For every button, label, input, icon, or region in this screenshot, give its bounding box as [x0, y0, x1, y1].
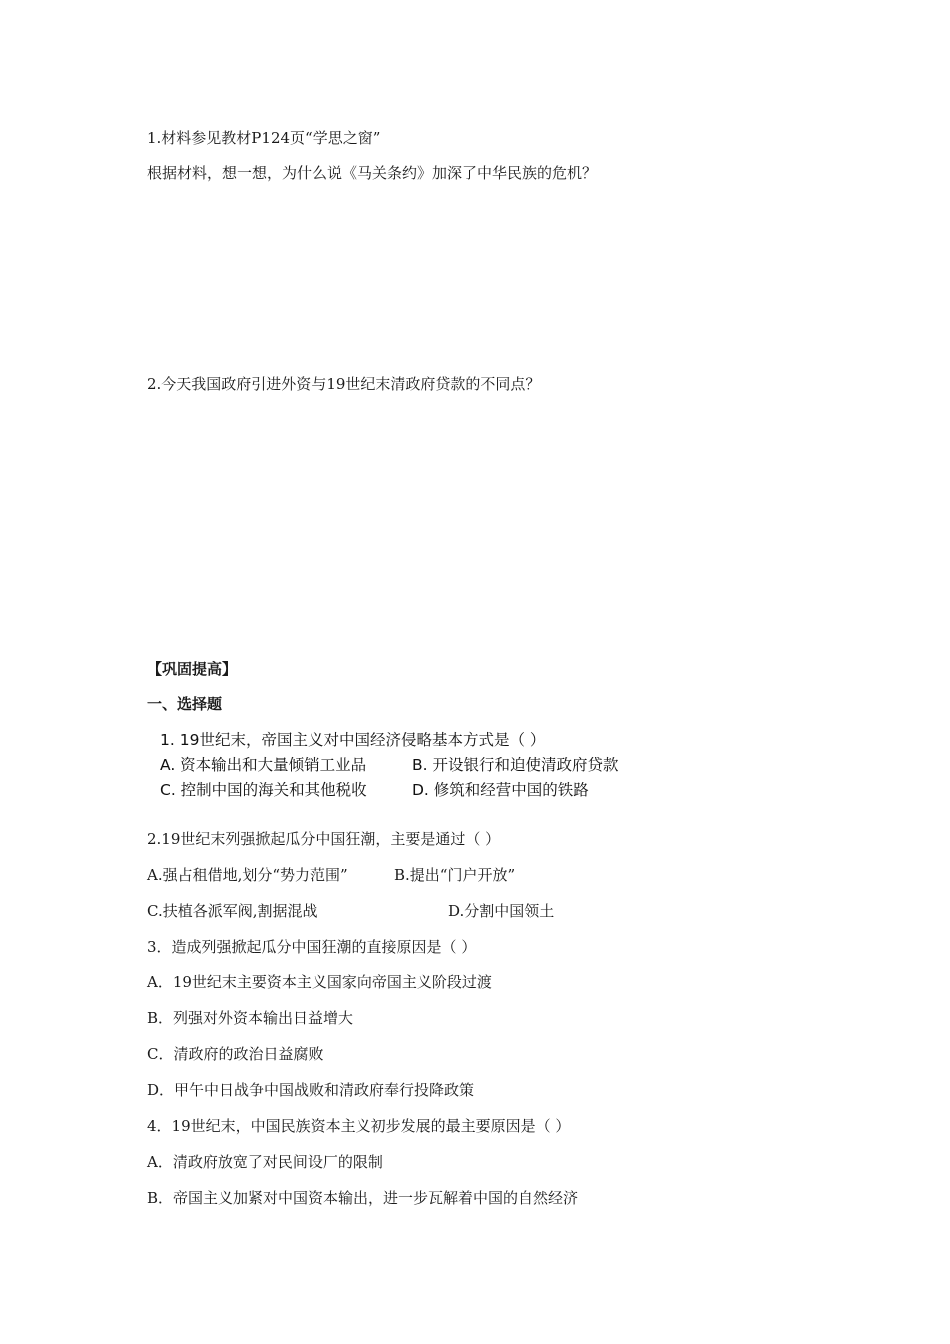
question-1-prompt: 根据材料，想一想，为什么说《马关条约》加深了中华民族的危机？ — [147, 164, 598, 182]
mc-question-2-option-d: D.分割中国领土 — [448, 902, 555, 920]
mc-question-3-option-c: C．清政府的政治日益腐败 — [147, 1045, 324, 1063]
mc-question-4-stem: 4．19世纪末，中国民族资本主义初步发展的最主要原因是（ ） — [147, 1117, 571, 1135]
mc-question-3-option-a: A．19世纪末主要资本主义国家向帝国主义阶段过渡 — [147, 973, 492, 991]
mc-question-3-stem: 3．造成列强掀起瓜分中国狂潮的直接原因是（ ） — [147, 938, 477, 956]
mc-question-1-option-a: A. 资本输出和大量倾销工业品 — [160, 756, 367, 774]
question-1-title: 1.材料参见教材P124页“学思之窗” — [147, 129, 381, 147]
mc-question-3-option-d: D．甲午中日战争中国战败和清政府奉行投降政策 — [147, 1081, 475, 1099]
mc-question-2-option-b: B.提出“门户开放” — [394, 866, 516, 884]
section-subheading-choice: 一、选择题 — [147, 695, 223, 713]
mc-question-4-option-a: A．清政府放宽了对民间设厂的限制 — [147, 1153, 383, 1171]
mc-question-4-option-b: B．帝国主义加紧对中国资本输出，进一步瓦解着中国的自然经济 — [147, 1189, 579, 1207]
question-2-prompt: 2.今天我国政府引进外资与19世纪末清政府贷款的不同点？ — [147, 375, 541, 393]
mc-question-1-option-c: C. 控制中国的海关和其他税收 — [160, 781, 367, 799]
section-heading-consolidate: 【巩固提高】 — [147, 660, 238, 678]
mc-question-2-option-a: A.强占租借地,划分“势力范围” — [147, 866, 348, 884]
mc-question-1-stem: 1. 19世纪末，帝国主义对中国经济侵略基本方式是（ ） — [160, 731, 546, 749]
mc-question-1-option-b: B. 开设银行和迫使清政府贷款 — [412, 756, 619, 774]
mc-question-2-option-c: C.扶植各派军阀,割据混战 — [147, 902, 318, 920]
mc-question-3-option-b: B．列强对外资本输出日益增大 — [147, 1009, 354, 1027]
mc-question-1-option-d: D. 修筑和经营中国的铁路 — [412, 781, 589, 799]
mc-question-2-stem: 2.19世纪末列强掀起瓜分中国狂潮，主要是通过（ ） — [147, 830, 501, 848]
